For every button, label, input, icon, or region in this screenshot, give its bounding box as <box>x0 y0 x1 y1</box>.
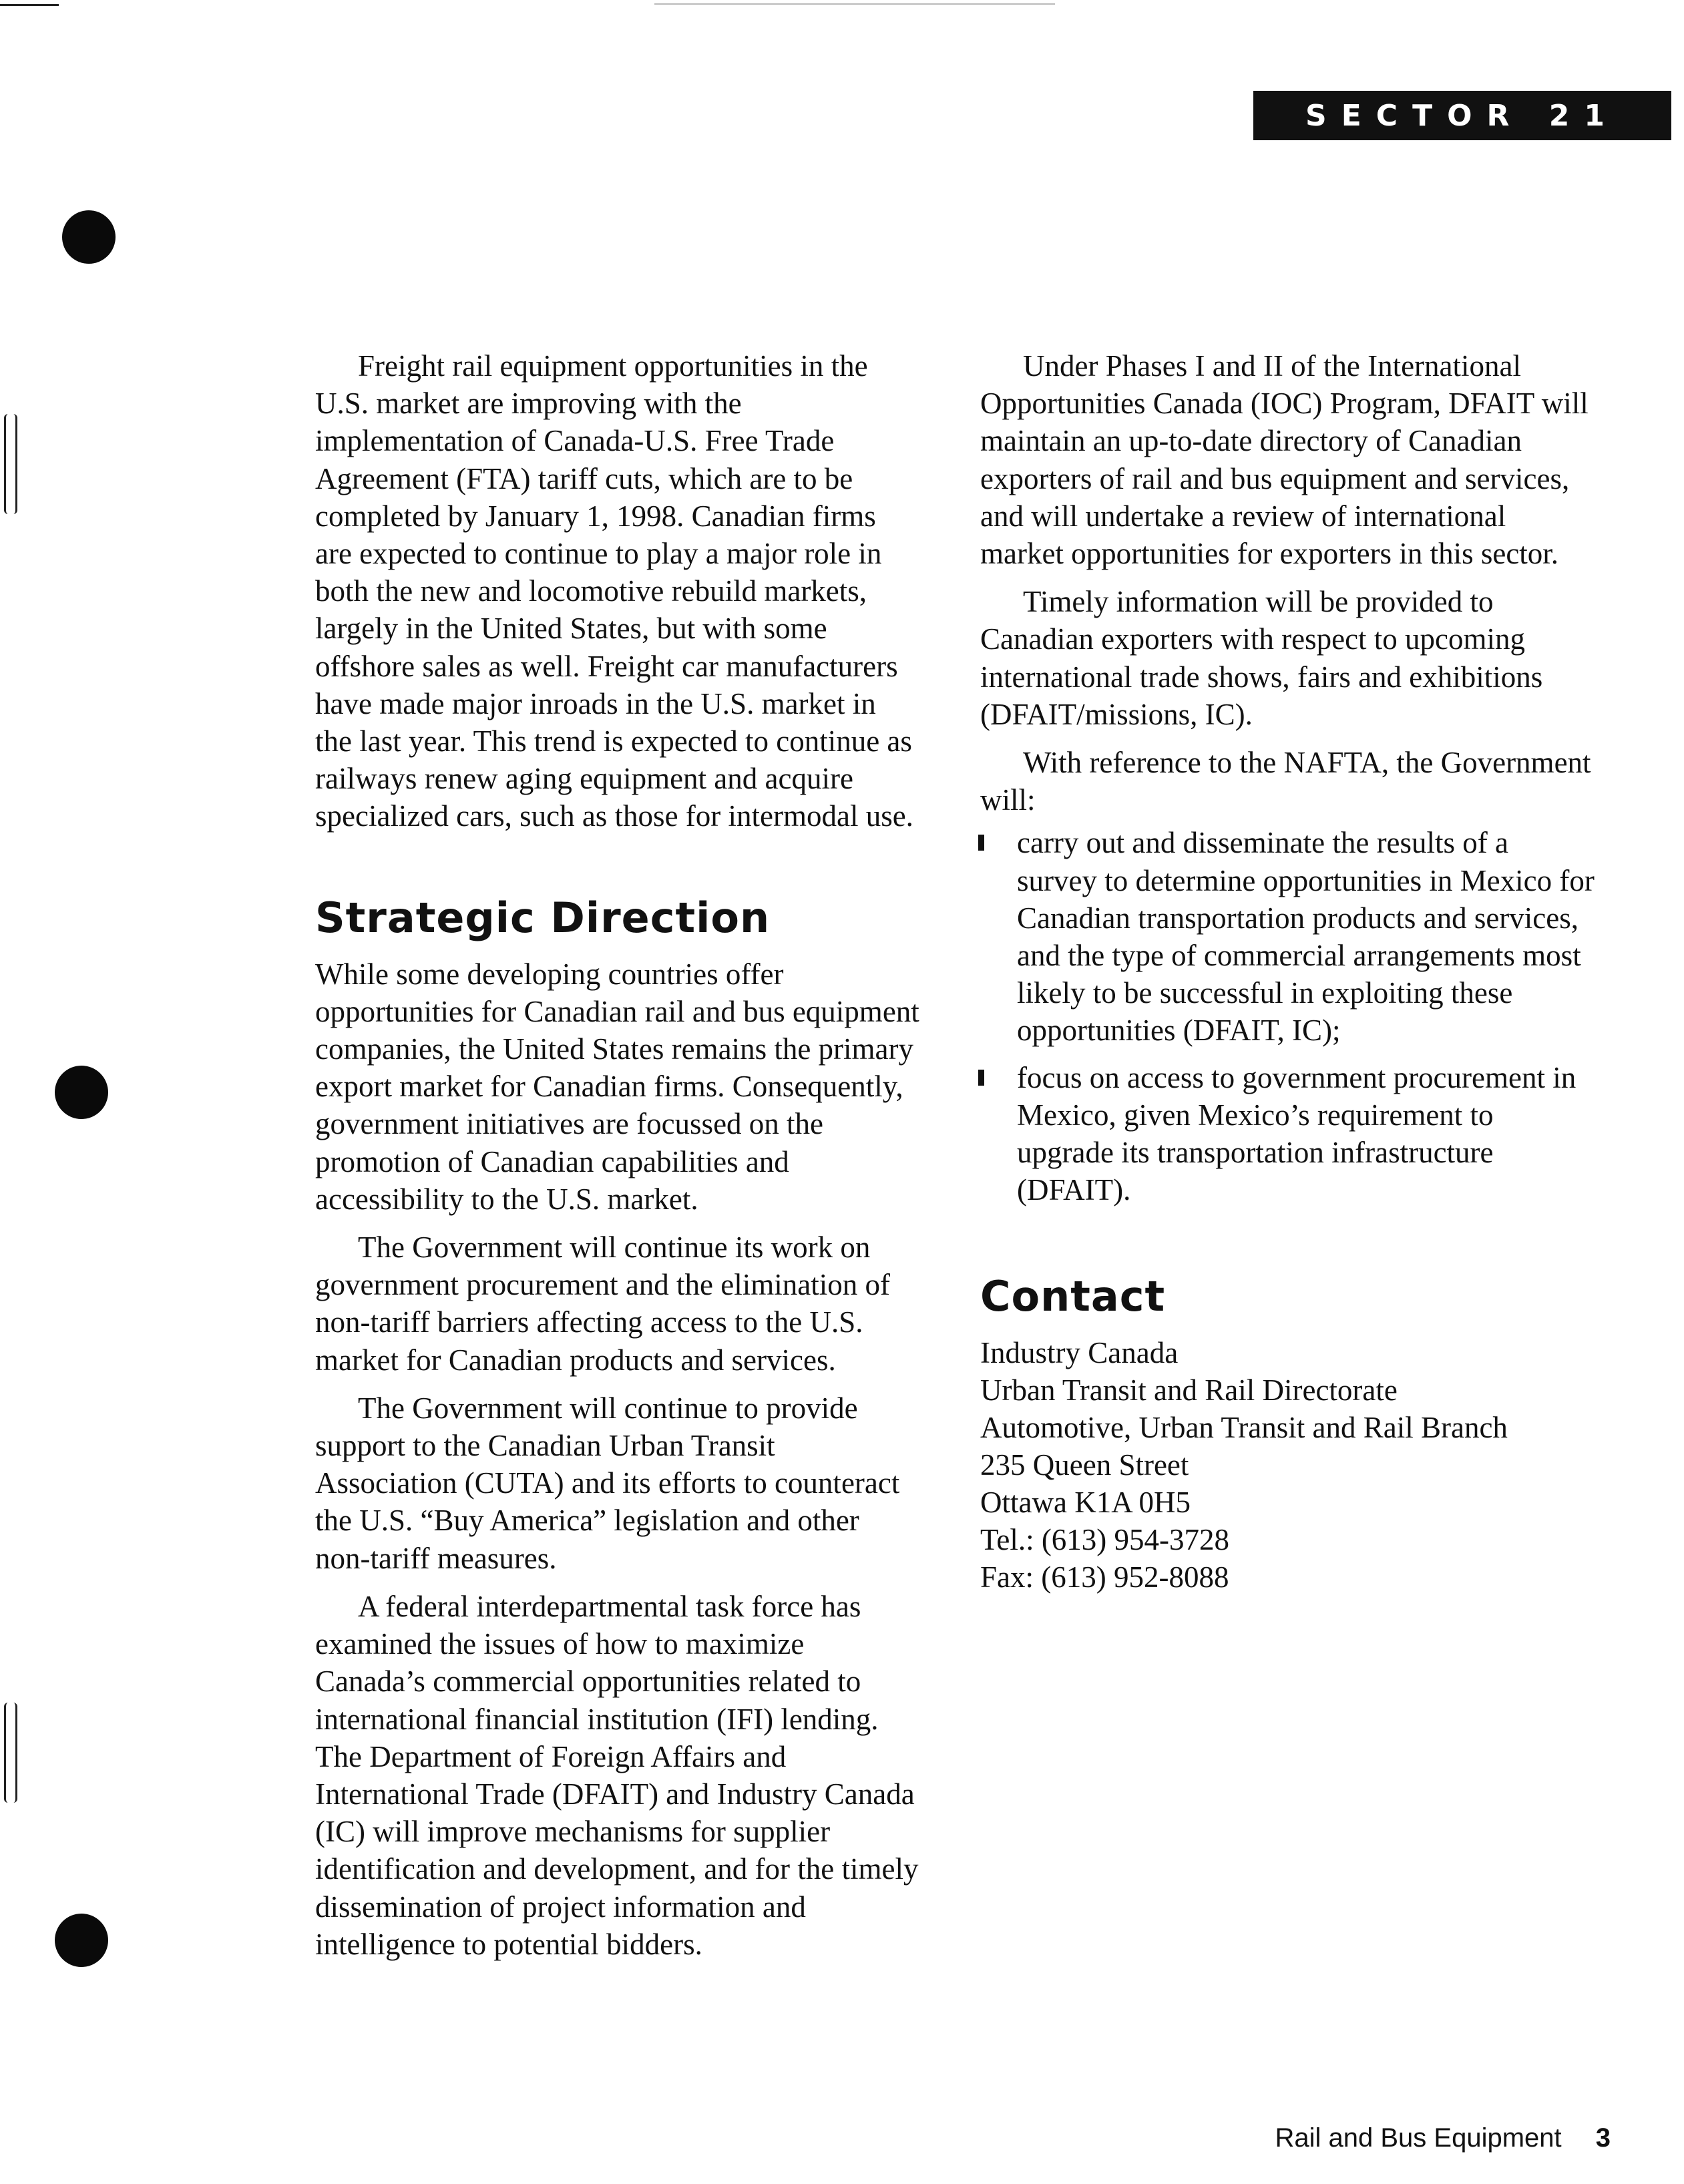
strategy-paragraph-4: A federal interdepartmental task force has examined the issues of how to maximize Canada’s commercial opportunities related to international financial institution (IFI) lending. The Department of Foreign Affairs and International Trade (DFAIT) and Industry Canada (IC) will improve mechanisms for supplier identification and development, and for the timely dissemination of project information and intelligence to potential bidders. <box>315 1589 919 1961</box>
left-column <box>315 347 919 1974</box>
page-footer <box>1275 2123 1611 2153</box>
contact-phone: Tel.: (613) 954-3728 <box>980 1523 1230 1557</box>
binder-hole-bottom <box>55 1914 108 1967</box>
contact-line: Industry Canada <box>980 1336 1179 1370</box>
top-scan-line <box>654 3 1055 5</box>
contact-line: Automotive, Urban Transit and Rail Branch <box>980 1411 1508 1445</box>
contact-heading: Contact <box>980 1272 1166 1321</box>
contact-line: Ottawa K1A 0H5 <box>980 1486 1191 1520</box>
contact-line: Urban Transit and Rail Directorate <box>980 1373 1398 1407</box>
strategy-paragraph-2: The Government will continue its work on government procurement and the elimination of non-tariff barriers affecting access to the U.S. market for Canadian products and services. <box>315 1231 890 1377</box>
strategy-paragraph-1: While some developing countries offer opportunities for Canadian rail and bus equipment companies, the United States remains the primary export market for Canadian firms. Consequently, government initiatives are focussed on the promotion of Canadian capabilities and accessibility to the U.S. market. <box>315 957 919 1216</box>
binder-hole-middle <box>55 1066 108 1119</box>
intro-paragraph: Freight rail equipment opportunities in the U.S. market are improving with the implementation of Canada-U.S. Free Trade Agreement (FTA) tariff cuts, which are to be completed by January 1, 1998. Canadian firms are expected to continue to play a major role in both the new and locomotive rebuild markets, largely in the United States, but with some offshore sales as well. Freight car manufacturers have made major inroads in the U.S. market in the last year. This trend is expected to continue as railways renew aging equipment and acquire specialized cars, such as those for intermodal use. <box>315 349 913 833</box>
contact-line: 235 Queen Street <box>980 1448 1189 1482</box>
trade-shows-paragraph: Timely information will be provided to Canadian exporters with respect to upcoming international trade shows, fairs and exhibitions (DFAIT/missions, IC). <box>980 585 1543 731</box>
bullet-icon <box>978 835 984 851</box>
footer-title: Rail and Bus Equipment <box>1275 2123 1562 2153</box>
bullet-icon <box>978 1070 984 1086</box>
nafta-intro-paragraph: With reference to the NAFTA, the Government will: <box>980 746 1591 817</box>
bullet-text: focus on access to government procurement in Mexico, given Mexico’s requirement to upgrade its transportation infrastructure (DFAIT). <box>1017 1060 1576 1207</box>
sector-label: SECTOR 21 <box>1305 98 1619 133</box>
contact-address <box>980 1334 1595 1596</box>
right-column <box>980 347 1595 1596</box>
nafta-bullet-list <box>980 824 1595 1209</box>
list-item <box>980 1059 1595 1209</box>
strategy-paragraph-3: The Government will continue to provide support to the Canadian Urban Transit Association (CUTA) and its efforts to counteract the U.S. “Buy America” legislation and other non-tariff measures. <box>315 1391 900 1575</box>
sector-header-bar <box>1253 91 1671 140</box>
ioc-program-paragraph: Under Phases I and II of the International Opportunities Canada (IOC) Program, DFAIT will maintain an up-to-date directory of Canadian exporters of rail and bus equipment and services, and will undertake a review of international market opportunities for exporters in this sector. <box>980 349 1589 571</box>
contact-fax: Fax: (613) 952-8088 <box>980 1560 1229 1594</box>
page-number: 3 <box>1595 2123 1611 2153</box>
edge-scan-mark-upper <box>4 414 17 514</box>
strategic-direction-heading: Strategic Direction <box>315 893 771 942</box>
list-item <box>980 824 1595 1049</box>
top-rule <box>0 4 59 6</box>
bullet-text: carry out and disseminate the results of a survey to determine opportunities in Mexico for Canadian transportation products and services, and the type of commercial arrangements most likely to be successful in exploiting these opportunities (DFAIT, IC); <box>1017 826 1595 1048</box>
binder-hole-top <box>62 210 116 264</box>
edge-scan-mark-lower <box>4 1703 17 1803</box>
